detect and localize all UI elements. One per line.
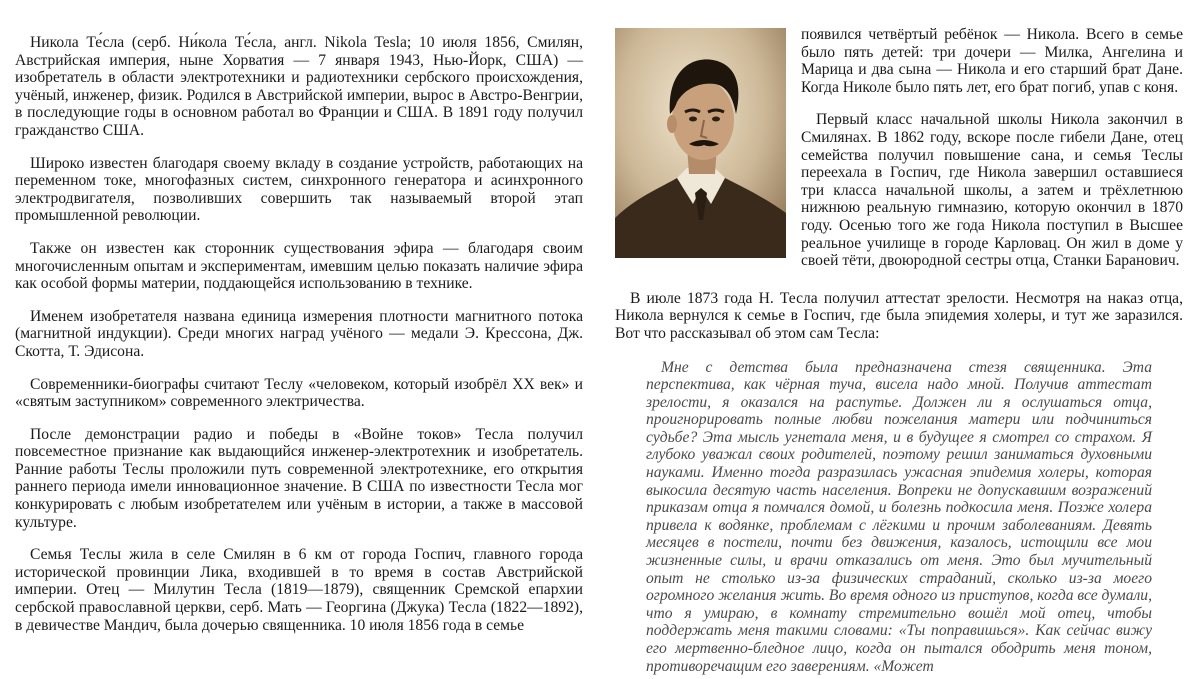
paragraph-contributions: Широко известен благодаря своему вкладу в создание устройств, работающих на переменном токе, многофазных систем, синхронного генератора и асинхронного электродвигателя, позволивших совершить так называемый второй этап промышленной революции.	[15, 154, 583, 225]
paragraph-recognition: После демонстрации радио и победы в «Войне токов» Тесла получил повсеместное признание как выдающийся инженер-электротехник и изобретатель. Ранние работы Теслы проложили путь современной электротехнике, его открытия раннего периода имели инновационное значение. В США по известности Тесла мог конкурировать с любым изобретателем или учёным в истории, а также в массовой культуре.	[15, 425, 583, 531]
paragraph-unit: Именем изобретателя названа единица измерения плотности магнитного потока (магнитной индукции). Среди многих наград учёного — медали Э. Крессона, Дж. Скотта, Т. Эдисона.	[15, 307, 583, 360]
right-column	[615, 26, 1183, 675]
paragraph-ether: Также он известен как сторонник существования эфира — благодаря своим многочисленным опытам и экспериментам, имевшим целью показать наличие эфира как особой формы материи, поддающейся использованию в технике.	[15, 239, 583, 293]
paragraph-biographers: Современники-биографы считают Теслу «человеком, который изобрёл XX век» и «святым заступником» современного электричества.	[15, 375, 583, 411]
paragraph-cholera: В июле 1873 года Н. Тесла получил аттестат зрелости. Несмотря на наказ отца, Никола вернулся к семье в Госпич, где была эпидемия холеры, и тут же заразился. Вот что рассказывал об этом сам Тесла:	[615, 289, 1183, 342]
tesla-portrait-image	[615, 28, 786, 258]
tesla-quote: Мне с детства была предназначена стезя священника. Эта перспектива, как чёрная туча, висела надо мной. Получив аттестат зрелости, я оказался на распутье. Должен ли я ослушаться отца, проигнорировать полные любви пожелания матери или подчиниться судьбе? Эта мысль угнетала меня, и в будущее я смотрел со страхом. Я глубоко уважал своих родителей, поэтому решил заниматься духовными науками. Именно тогда разразилась ужасная эпидемия холеры, которая выкосила десятую часть населения. Вопреки не допускавшим возражений приказам отца я помчался домой, и болезнь подкосила меня. Позже холера привела к водянке, проблемам с лёгкими и прочим заболеваниям. Девять месяцев в постели, почти без движения, казалось, истощили все мои жизненные силы, и врачи отказались от меня. Это был мучительный опыт не столько из-за физических страданий, сколько из-за моего огромного желания жить. Во время одного из приступов, когда все думали, что я умираю, в комнату стремительно вошёл мой отец, чтобы поддержать меня такими словами: «Ты поправишься». Как сейчас вижу его мертвенно-бледное лицо, когда он пытался ободрить меня тоном, противоречащим его заверениям. «Может	[646, 358, 1152, 675]
paragraph-intro: Никола Те́сла (серб. Ни́кола Те́сла, англ. Nikola Tesla; 10 июля 1856, Смилян, Австрийская империя, ныне Хорватия — 7 января 1943, Нью-Йорк, США) — изобретатель в области электротехники и радиотехники сербского происхождения, учёный, инженер, физик. Родился в Австрийской империи, вырос в Австро-Венгрии, в последующие годы в основном работал во Франции и США. В 1891 году получил гражданство США.	[15, 34, 583, 139]
paragraph-school: Первый класс начальной школы Никола закончил в Смилянах. В 1862 году, вскоре после гибели Дане, отец семейства получил повышение сана, и семья Теслы переехала в Госпич, где Никола завершил оставшиеся три класса начальной школы, а затем и трёхлетнюю нижнюю реальную гимназию, которую окончил в 1870 году. Осенью того же года Никола поступил в Высшее реальное училище в городе Карловац. Он жил в доме у своей тёти, двоюродной сестры отца, Станки Баранович.	[801, 111, 1183, 270]
paragraph-family: Семья Теслы жила в селе Смилян в 6 км от города Госпич, главного города исторической провинции Лика, входившей в то время в состав Австрийской империи. Отец — Милутин Тесла (1819—1879), священник Сремской епархии сербской православной церкви, серб. Мать — Георгина (Джука) Тесла (1822—1892), в девичестве Мандич, была дочерью священника. 10 июля 1856 года в семье	[15, 546, 583, 634]
left-column	[15, 34, 583, 649]
paragraph-children: появился четвёртый ребёнок — Никола. Всего в семье было пять детей: три дочери — Милка, Ангелина и Марица и два сына — Никола и его старший брат Дане. Когда Николе было пять лет, его брат погиб, упав с коня.	[801, 26, 1183, 96]
